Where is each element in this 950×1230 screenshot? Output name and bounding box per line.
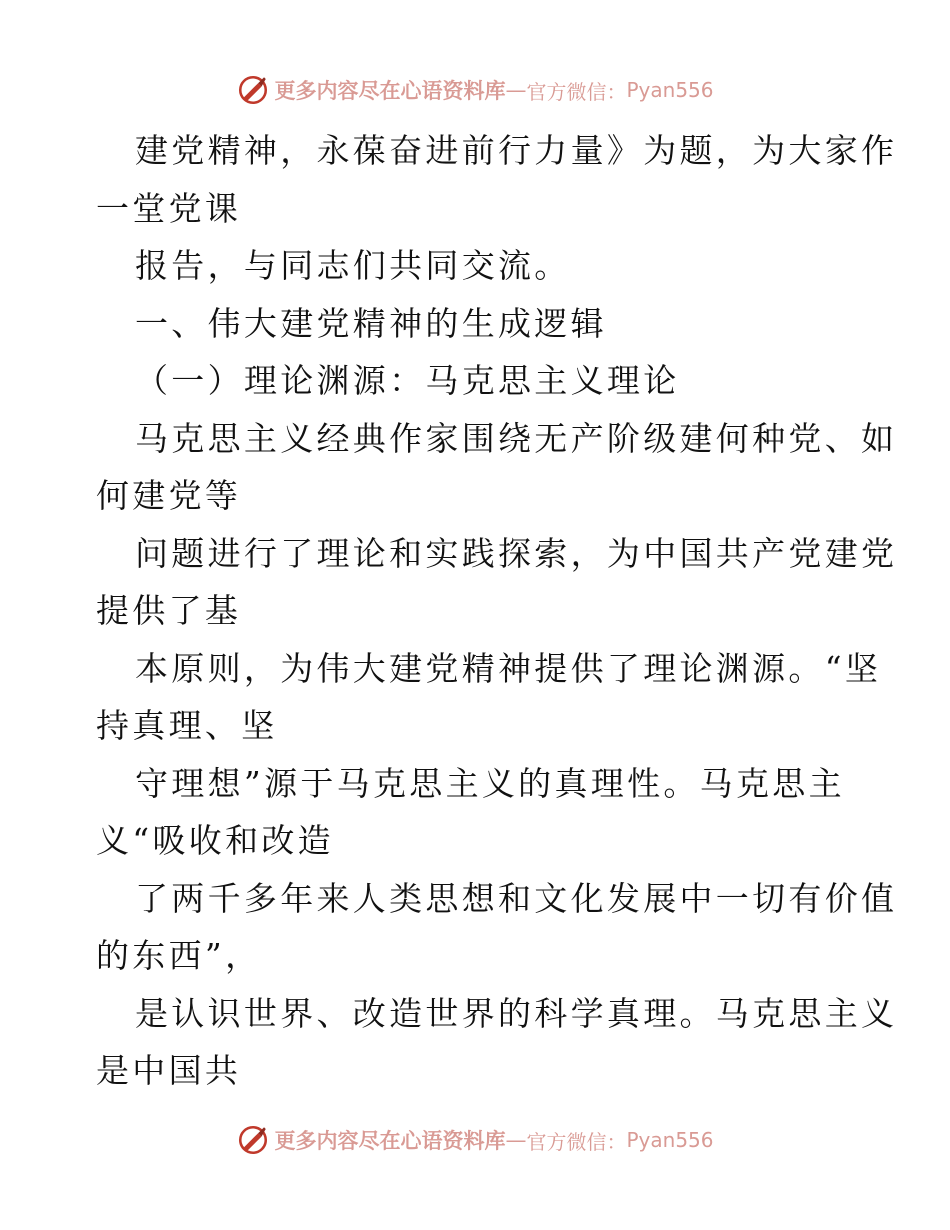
header-watermark xyxy=(0,70,950,110)
text-line: 马克思主义经典作家围绕无产阶级建何种党、如 xyxy=(135,418,898,458)
text-line: 一堂党课 xyxy=(96,188,242,228)
watermark-text: 更多内容尽在心语资料库 xyxy=(274,1128,506,1153)
text-line: 的东西”， xyxy=(96,936,262,975)
text-line: 本原则，为伟大建党精神提供了理论渊源。“坚 xyxy=(135,648,882,688)
watermark-wechat-label: 官方微信： xyxy=(526,1129,627,1154)
watermark-wechat-label: 官方微信： xyxy=(526,79,627,104)
text-line: 是认识世界、改造世界的科学真理。马克思主义 xyxy=(135,993,898,1033)
text-line: 建党精神，永葆奋进前行力量》为题，为大家作 xyxy=(135,131,898,170)
text-line: 问题进行了理论和实践探索，为中国共产党建党 xyxy=(135,533,898,573)
text-line: 了两千多年来人类思想和文化发展中一切有价值 xyxy=(135,878,898,918)
subsection-heading: （一）理论渊源：马克思主义理论 xyxy=(135,361,680,400)
watermark-wechat-id: Pyan556 xyxy=(626,78,714,102)
footer-watermark xyxy=(0,1120,950,1160)
text-line: 提供了基 xyxy=(96,591,242,630)
text-line: 守理想”源于马克思主义的真理性。马克思主 xyxy=(135,763,845,803)
text-line: 义“吸收和改造 xyxy=(96,821,334,860)
section-heading: 一、伟大建党精神的生成逻辑 xyxy=(135,303,607,343)
text-line: 何建党等 xyxy=(96,476,242,515)
watermark-dash: — xyxy=(505,78,527,102)
watermark-text: 更多内容尽在心语资料库 xyxy=(274,78,506,103)
watermark-wechat-id: Pyan556 xyxy=(626,1128,714,1152)
pen-logo-icon xyxy=(236,1123,270,1157)
text-line: 持真理、坚 xyxy=(96,706,278,745)
pen-logo-icon xyxy=(236,73,270,107)
document-body xyxy=(96,122,898,1100)
watermark-dash: — xyxy=(505,1128,527,1152)
text-line: 报告，与同志们共同交流。 xyxy=(135,246,571,285)
text-line: 是中国共 xyxy=(96,1051,242,1090)
